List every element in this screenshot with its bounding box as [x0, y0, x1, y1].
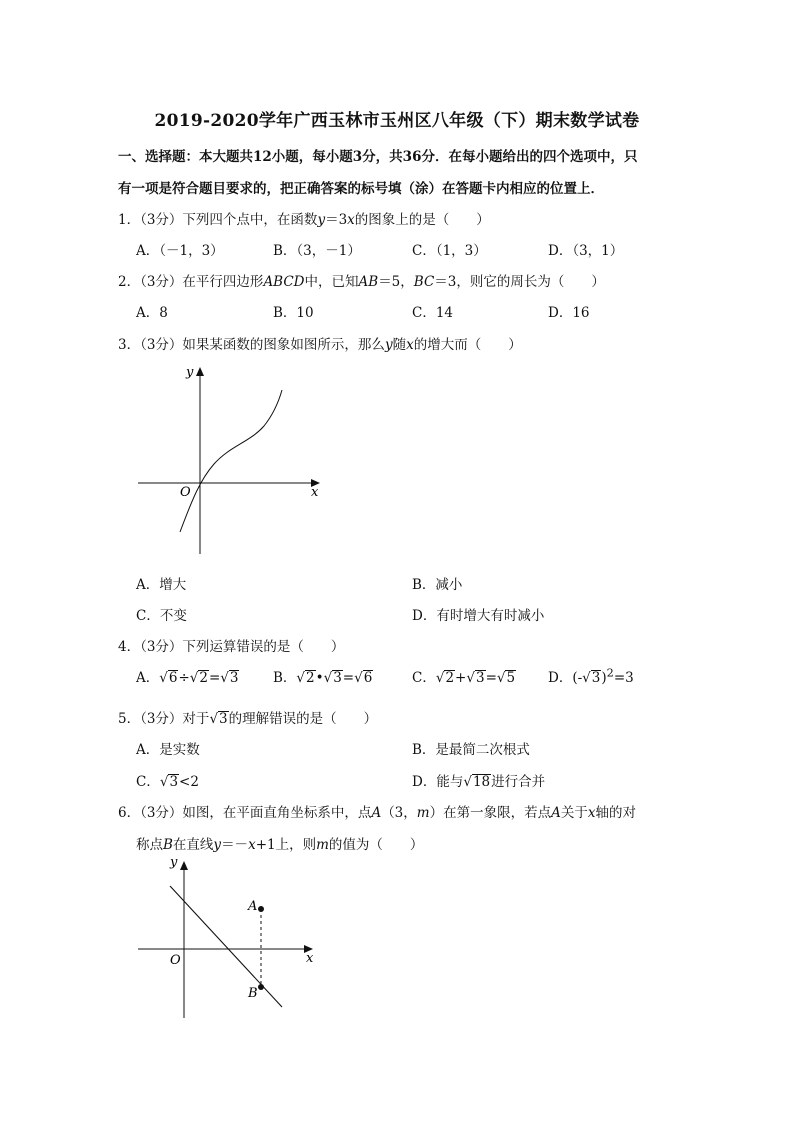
q4-option-d	[548, 666, 634, 686]
q6-origin-label: O	[170, 953, 181, 968]
q6-l1-a: 6．（3分）如图，在平面直角坐标系中，点	[118, 805, 372, 821]
q5-d-root: √ 18	[463, 774, 491, 790]
q4-c-eq: =	[485, 670, 497, 686]
q3-var-y: y	[384, 337, 393, 353]
q6-point-b	[258, 984, 264, 990]
q6-l2-d: +1上，则	[255, 837, 317, 853]
q2-ab: AB	[358, 274, 379, 290]
q1-stem-a: 1．（3分）下列四个点中，在函数	[118, 212, 318, 228]
q6-axis-y-label: y	[170, 855, 178, 870]
question-5-stem	[118, 707, 377, 727]
q3-origin-label: O	[180, 485, 191, 500]
q4-c-root2: √ 3	[466, 670, 485, 686]
q5-option-c	[136, 770, 199, 790]
q6-point-a	[258, 906, 264, 912]
q4-c-op: +	[455, 670, 467, 686]
q1-option-c: C．（1，3）	[412, 243, 487, 259]
question-1-stem	[118, 208, 490, 228]
q6-pt-a2: A	[551, 805, 561, 821]
q6-pt-b: B	[163, 837, 173, 853]
q5-option-a: A．是实数	[136, 742, 200, 758]
q4-option-c	[412, 666, 516, 686]
section-instructions-line2: 有一项是符合题目要求的，把正确答案的标号填（涂）在答题卡内相应的位置上．	[118, 181, 604, 197]
q5-stem-a: 5．（3分）对于	[118, 711, 210, 727]
question-3-stem	[118, 333, 522, 353]
q4-d-exponent: 2	[606, 666, 614, 680]
q6-label-b: B	[248, 986, 258, 1001]
q3-stem-c: 的增大而（ ）	[413, 337, 522, 353]
q6-m2: m	[316, 837, 329, 853]
q2-stem-d: ＝3，则它的周长为（ ）	[434, 274, 605, 290]
q4-a-root3: √ 3	[220, 670, 239, 686]
q3-var-x: x	[406, 337, 414, 353]
q2-option-a: A．8	[136, 305, 168, 321]
q1-eq: ＝3	[325, 212, 348, 228]
q3-curve	[180, 390, 282, 532]
q1-option-d: D．（3，1）	[548, 243, 624, 259]
q5-option-b: B．是最简二次根式	[412, 742, 530, 758]
q2-stem-a: 2．（3分）在平行四边形	[118, 274, 264, 290]
q6-x: x	[587, 805, 596, 821]
q6-y: y	[213, 837, 222, 853]
q5-root: √ 3	[209, 711, 228, 727]
question-6-line1	[118, 801, 636, 821]
q4-a-root1: √ 6	[159, 670, 178, 686]
q6-line	[170, 886, 282, 1007]
q1-option-a: A．（－1，3）	[136, 243, 224, 259]
q4-c-label: C．	[412, 670, 436, 686]
q5-c-root: √ 3	[159, 774, 179, 790]
q3-axis-x-label: x	[311, 485, 319, 500]
q4-b-root1: √ 2	[296, 670, 315, 686]
q6-l2-c: ＝－	[221, 837, 249, 853]
q1-var-y: y	[317, 212, 326, 228]
q6-l2-b: 在直线	[172, 837, 214, 853]
q5-option-d	[412, 770, 545, 790]
q3-y-axis-arrow	[196, 367, 204, 376]
q6-pt-a: A	[371, 805, 382, 821]
q6-y-axis-arrow	[180, 861, 188, 870]
q4-b-root2: √ 3	[323, 670, 342, 686]
q4-b-label: B．	[273, 670, 297, 686]
q4-b-op: •	[315, 670, 324, 686]
q4-option-a	[136, 666, 239, 686]
page-title: 2019-2020学年广西玉林市玉州区八年级（下）期末数学试卷	[154, 111, 640, 131]
q6-coordinate-graph	[130, 852, 330, 1022]
q1-option-b: B．（3，－1）	[273, 243, 361, 259]
q4-d-root: √ 3	[582, 670, 601, 686]
q5-c-label: C．	[136, 774, 160, 790]
q4-d-close: )	[601, 670, 607, 686]
q4-option-b	[273, 666, 373, 686]
q4-c-root1: √ 2	[435, 670, 455, 686]
q4-b-eq: =	[342, 670, 355, 686]
q4-a-label: A．	[136, 670, 160, 686]
q2-bc: BC	[413, 274, 435, 290]
q6-l2-a: 称点	[136, 837, 163, 853]
q4-d-eq: =3	[613, 670, 634, 686]
q6-l1-c: ）在第一象限，若点	[429, 805, 552, 821]
q2-option-c: C．14	[412, 305, 454, 321]
question-6-line2	[136, 833, 423, 853]
q4-a-eq: =	[208, 670, 221, 686]
q5-c-rest: <2	[179, 774, 199, 790]
q2-option-d: D．16	[548, 305, 590, 321]
q3-function-graph	[130, 360, 330, 560]
q4-d-label: D．	[548, 670, 573, 686]
q3-option-a: A．增大	[136, 577, 187, 593]
q3-option-c: C．不变	[136, 608, 187, 624]
q3-stem-a: 3．（3分）如果某函数的图象如图所示，那么	[118, 337, 385, 353]
q6-l1-b: （3，	[381, 805, 417, 821]
q6-label-a: A	[248, 899, 258, 914]
q6-l2-e: 的值为（ ）	[328, 837, 424, 853]
q6-x2: x	[248, 837, 256, 853]
question-2-stem	[118, 270, 605, 290]
q2-stem-c: ＝5，	[378, 274, 414, 290]
q5-d-a: D．能与	[412, 774, 464, 790]
q2-abcd: ABCD	[263, 274, 305, 290]
q1-var-x: x	[347, 212, 355, 228]
q5-d-b: 进行合并	[491, 774, 546, 790]
q6-l1-e: 轴的对	[595, 805, 636, 821]
q4-c-root3: √ 5	[496, 670, 516, 686]
section-instructions-line1: 一、选择题：本大题共12小题，每小题3分，共36分．在每小题给出的四个选项中，只	[118, 149, 638, 165]
q4-b-root3: √ 6	[354, 670, 373, 686]
q3-axis-y-label: y	[186, 365, 194, 380]
q4-d-open: (-	[572, 670, 583, 686]
q4-a-root2: √ 2	[189, 670, 208, 686]
q2-option-b: B．10	[273, 305, 314, 321]
q6-m: m	[416, 805, 430, 821]
question-4-stem: 4．（3分）下列运算错误的是（ ）	[118, 639, 345, 655]
q6-axis-x-label: x	[306, 951, 314, 966]
q3-option-b: B．减小	[412, 577, 463, 593]
q1-stem-b: 的图象上的是（ ）	[354, 212, 490, 228]
q4-a-op: ÷	[178, 670, 190, 686]
q5-stem-b: 的理解错误的是（ ）	[228, 711, 378, 727]
q3-stem-b: 随	[392, 337, 407, 353]
q3-option-d: D．有时增大有时减小	[412, 608, 545, 624]
q2-stem-b: 中，已知	[304, 274, 359, 290]
q6-l1-d: 关于	[560, 805, 588, 821]
